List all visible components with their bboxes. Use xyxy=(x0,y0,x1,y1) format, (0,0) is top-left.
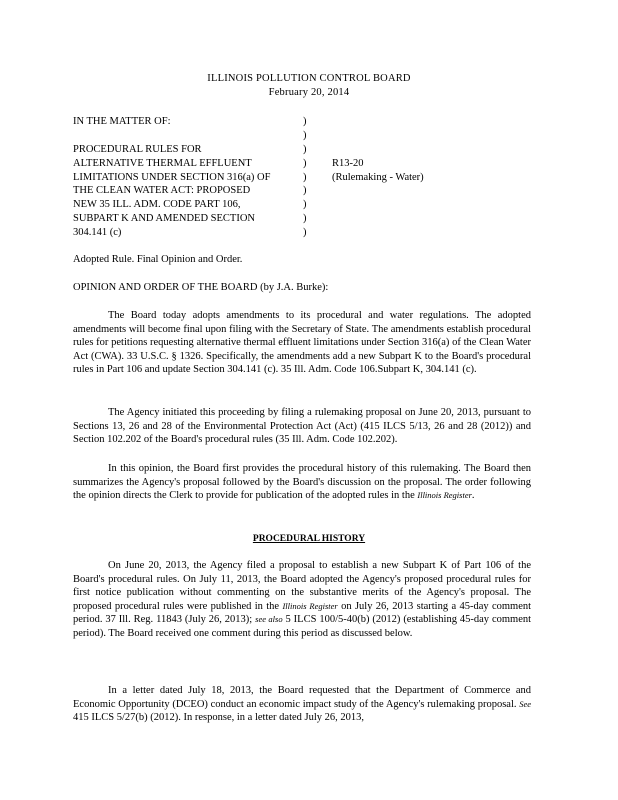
paragraph-2 xyxy=(73,406,531,447)
paragraph-text: The Board today adopts amendments to its procedural and water regulations. The adopted amendments will become final upon filing with the Secretary of State. The amendments establish procedural rules for petitions requesting alternative thermal effluent limitations under Section 316(a) of the Clean Water Act (CWA). 33 U.S.C. § 1326. Specifically, the amendments add a new Subpart K to the Board's procedural rules in Part 106 and update Section 304.141 (c). 35 Ill. Adm. Code 106.Subpart K, 304.141 (c). xyxy=(73,310,531,376)
paragraph-1 xyxy=(73,309,531,377)
register-italic: Illinois Register xyxy=(282,600,338,611)
paragraph-3 xyxy=(73,462,531,503)
caption-line: THE CLEAN WATER ACT: PROPOSED xyxy=(73,185,251,197)
history-paragraph-1 xyxy=(73,559,531,641)
paren: ) xyxy=(303,116,307,127)
text-middle: on July 26, 2013 starting a 45-day comment period. 37 Ill. Reg. 11843 (July 26, 2013); xyxy=(73,600,532,626)
text-before: On June 20, 2013, the Agency filed a proposal to establish a new Subpart K of Part 106 of the Board's procedural rules. On July 11, 2013, the Board adopted the Agency's proposed procedural rules for first notice publication without commenting on the substantive merits of the Agency's proposal. The proposed procedural rules were published in the xyxy=(73,560,531,612)
adopted-rule-line: Adopted Rule. Final Opinion and Order. xyxy=(73,254,243,265)
caption-line: PROCEDURAL RULES FOR xyxy=(73,143,202,155)
see-italic: See xyxy=(519,698,532,709)
caption-line: IN THE MATTER OF: xyxy=(73,116,171,127)
paren: ) xyxy=(303,157,307,169)
caption-line: LIMITATIONS UNDER SECTION 316(a) OF xyxy=(73,171,271,183)
caption-parentheses xyxy=(303,115,313,240)
text-before: In a letter dated July 18, 2013, the Board requested that the Department of Commerce and Economic Opportunity (DCEO) conduct an economic impact study of the Agency's rulemaking proposal. xyxy=(73,685,531,710)
register-italic: Illinois Register xyxy=(417,490,472,501)
text-after: 5 ILCS 100/5-40(b) (2012) (establishing 45-day comment period). The Board received one comment during this period as discussed below. xyxy=(73,614,532,639)
agency-name: ILLINOIS POLLUTION CONTROL BOARD xyxy=(207,73,411,84)
caption-line: NEW 35 ILL. ADM. CODE PART 106, xyxy=(73,199,241,211)
paren: ) xyxy=(303,143,307,155)
history-paragraph-2 xyxy=(73,684,531,725)
paren: ) xyxy=(303,171,307,183)
caption-line: 304.141 (c) xyxy=(73,227,122,239)
paren: ) xyxy=(303,199,307,211)
docket-info xyxy=(332,157,532,185)
see-also-italic: see also xyxy=(255,614,283,625)
paragraph-text: In this opinion, the Board first provides the procedural history of this rulemaking. The Board then summarizes the Agency's proposal followed by the Board's discussion on the proposal. The order following the opinion directs the Clerk to provide for publication of the adopted rules in the Illinois Register. xyxy=(73,463,531,502)
caption-title xyxy=(73,115,305,240)
section-heading: PROCEDURAL HISTORY xyxy=(252,534,366,544)
document-date: February 20, 2014 xyxy=(268,87,350,98)
caption-line: SUBPART K AND AMENDED SECTION xyxy=(73,213,255,225)
paren: ) xyxy=(303,213,307,225)
caption-line xyxy=(73,129,305,143)
paragraph-text xyxy=(73,559,531,641)
docket-number: R13-20 xyxy=(332,157,364,169)
paragraph-body: In this opinion, the Board first provides the procedural history of this rulemaking. The Board then summarizes the Agency's proposal followed by the Board's discussion on the proposal. The order following the opinion directs the Clerk to provide for publication of the adopted rules in the xyxy=(73,463,531,502)
caption-line: ALTERNATIVE THERMAL EFFLUENT xyxy=(73,157,252,169)
paragraph-text xyxy=(73,684,531,725)
opinion-heading: OPINION AND ORDER OF THE BOARD (by J.A. Burke): xyxy=(73,282,329,293)
paren: ) xyxy=(303,185,307,197)
paragraph-text: The Agency initiated this proceeding by filing a rulemaking proposal on June 20, 2013, pursuant to Sections 13, 26 and 28 of the Environmental Protection Act (Act) (415 ILCS 5/13, 26 and 28 (2012)) and Section 102.202 of the Board's procedural rules (35 Ill. Adm. Code 102.202). xyxy=(73,407,531,446)
paren: ) xyxy=(303,129,307,141)
rulemaking-type: (Rulemaking - Water) xyxy=(332,171,424,183)
text-after: 415 ILCS 5/27(b) (2012). In response, in a letter dated July 26, 2013, xyxy=(73,712,365,724)
paren: ) xyxy=(303,227,307,239)
